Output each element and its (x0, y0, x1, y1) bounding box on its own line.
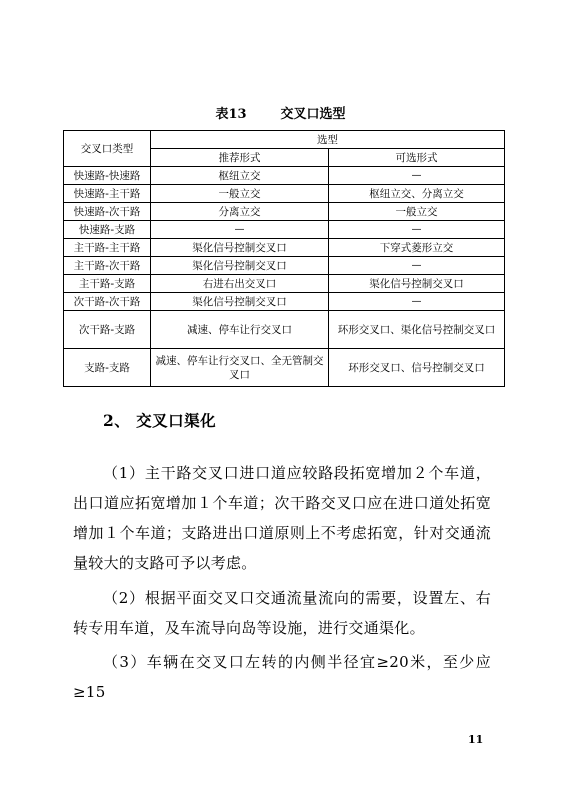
cell-optional: 枢纽立交、分离立交 (329, 185, 505, 203)
page-number: 11 (468, 733, 484, 746)
header-optional: 可选形式 (329, 149, 505, 167)
paragraph-3: （3）车辆在交叉口左转的内侧半径宜≥20米，至少应≥15 (73, 653, 491, 701)
cell-optional: 一般立交 (329, 203, 505, 221)
paragraph-1: （1）主干路交叉口进口道应较路段拓宽增加２个车道，出口道应拓宽增加１个车道；次干路交叉口应在进口道处拓宽增加１个车道；支路进出口道原则上不考虑拓宽，针对交通流量较大的支路可予以考虑。 (73, 464, 491, 572)
intersection-selection-table (63, 130, 505, 387)
table-row (64, 293, 505, 311)
cell-type: 主干路-次干路 (64, 257, 151, 275)
cell-type: 快速路-主干路 (64, 185, 151, 203)
cell-type: 主干路-主干路 (64, 239, 151, 257)
cell-type: 快速路-次干路 (64, 203, 151, 221)
table-row (64, 239, 505, 257)
table-row (64, 275, 505, 293)
cell-type: 支路-支路 (64, 349, 151, 387)
cell-recommended: 减速、停车让行交叉口、全无管制交叉口 (151, 349, 329, 387)
cell-type: 快速路-支路 (64, 221, 151, 239)
cell-recommended: 渠化信号控制交叉口 (151, 293, 329, 311)
table-row (64, 167, 505, 185)
cell-type: 次干路-次干路 (64, 293, 151, 311)
header-recommended: 推荐形式 (151, 149, 329, 167)
table-row (64, 203, 505, 221)
cell-optional: 渠化信号控制交叉口 (329, 275, 505, 293)
cell-type: 主干路-支路 (64, 275, 151, 293)
cell-optional: — (329, 167, 505, 185)
header-intersection-type: 交叉口类型 (64, 131, 151, 167)
cell-recommended: 渠化信号控制交叉口 (151, 257, 329, 275)
cell-optional: 环形交叉口、信号控制交叉口 (329, 349, 505, 387)
paragraph-2: （2）根据平面交叉口交通流量流向的需要，设置左、右转专用车道，及车流导向岛等设施，进行交通渠化。 (73, 589, 491, 637)
table-caption-number: 表13 (215, 107, 247, 122)
cell-recommended: 减速、停车让行交叉口 (151, 311, 329, 349)
cell-optional: 下穿式菱形立交 (329, 239, 505, 257)
header-selection: 选型 (151, 131, 505, 149)
cell-optional: — (329, 257, 505, 275)
table-row (64, 257, 505, 275)
cell-recommended: 渠化信号控制交叉口 (151, 239, 329, 257)
cell-recommended: — (151, 221, 329, 239)
cell-optional: — (329, 293, 505, 311)
table-row (64, 221, 505, 239)
table-row (64, 311, 505, 349)
cell-recommended: 一般立交 (151, 185, 329, 203)
cell-type: 次干路-支路 (64, 311, 151, 349)
table-row (64, 185, 505, 203)
cell-recommended: 右进右出交叉口 (151, 275, 329, 293)
cell-optional: 环形交叉口、渠化信号控制交叉口 (329, 311, 505, 349)
cell-type: 快速路-快速路 (64, 167, 151, 185)
table-caption (0, 103, 561, 121)
table-caption-title: 交叉口选型 (280, 107, 346, 122)
table-row (64, 349, 505, 387)
cell-recommended: 枢纽立交 (151, 167, 329, 185)
cell-optional: — (329, 221, 505, 239)
cell-recommended: 分离立交 (151, 203, 329, 221)
section-heading: 2、 交叉口渠化 (103, 411, 217, 430)
